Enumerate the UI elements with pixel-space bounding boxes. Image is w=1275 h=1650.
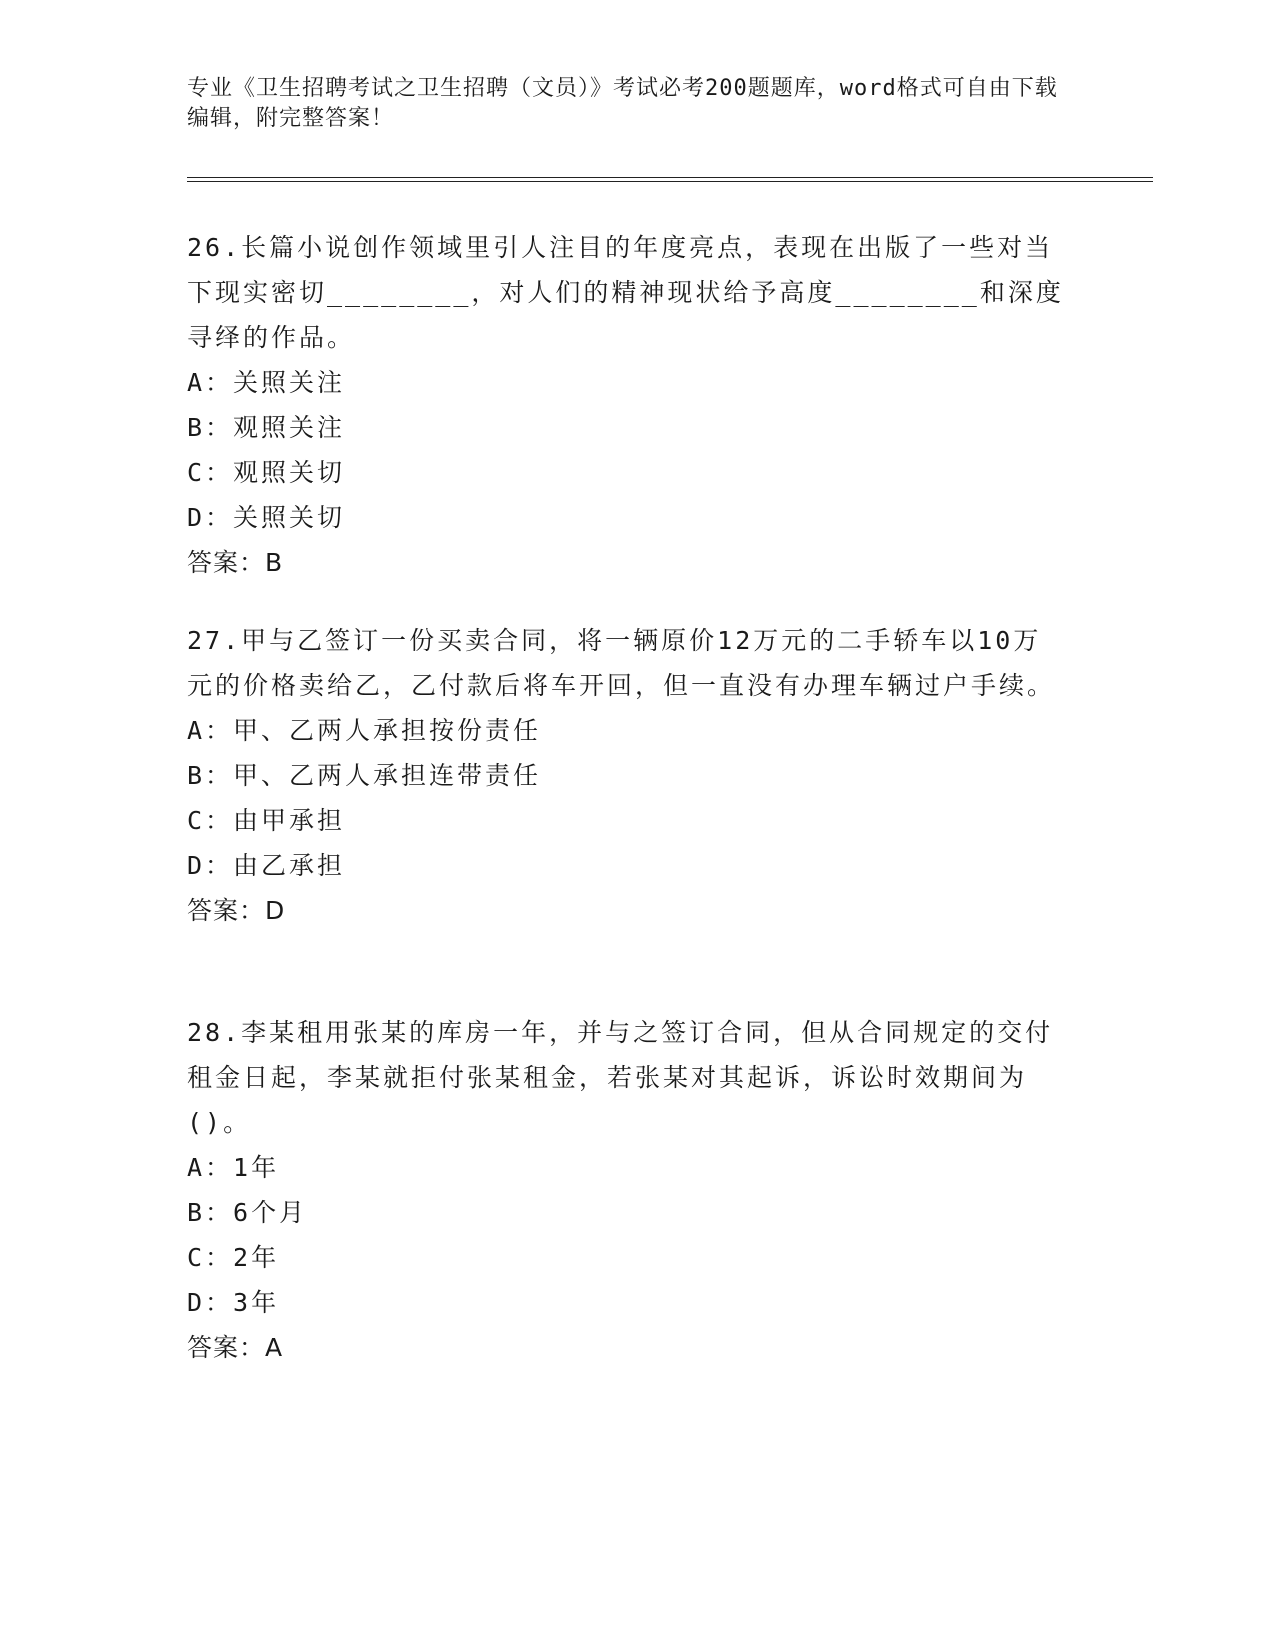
question-stem: 26.长篇小说创作领域里引人注目的年度亮点，表现在出版了一些对当下现实密切________，对人们的精神现状给予高度________和深度寻绎的作品。 [187,233,1064,352]
question-stem: 28.李某租用张某的库房一年，并与之签订合同，但从合同规定的交付租金日起，李某就拒付张某租金，若张某对其起诉，诉讼时效期间为()。 [187,1018,1054,1137]
option-c: C：2年 [187,1243,280,1272]
header-divider [187,177,1153,182]
option-b: B：观照关注 [187,413,346,442]
question-stem: 27.甲与乙签订一份买卖合同，将一辆原价12万元的二手轿车以10万元的价格卖给乙，乙付款后将车开回，但一直没有办理车辆过户手续。 [187,626,1056,700]
option-a: A：1年 [187,1153,280,1182]
option-a: A：甲、乙两人承担按份责任 [187,716,542,745]
option-d: D：关照关切 [187,503,346,532]
question-28 [187,1010,1067,1370]
option-b: B：甲、乙两人承担连带责任 [187,761,542,790]
question-27 [187,618,1067,933]
option-d: D：3年 [187,1288,280,1317]
document-header: 专业《卫生招聘考试之卫生招聘（文员）》考试必考200题题库，word格式可自由下载编辑，附完整答案！ [187,76,1058,131]
answer-line: 答案：D [187,896,286,925]
question-26 [187,225,1067,585]
option-a: A：关照关注 [187,368,346,397]
answer-line: 答案：A [187,1333,284,1362]
option-c: C：观照关切 [187,458,346,487]
option-b: B：6个月 [187,1198,308,1227]
option-d: D：由乙承担 [187,851,346,880]
answer-line: 答案：B [187,548,284,577]
option-c: C：由甲承担 [187,806,346,835]
